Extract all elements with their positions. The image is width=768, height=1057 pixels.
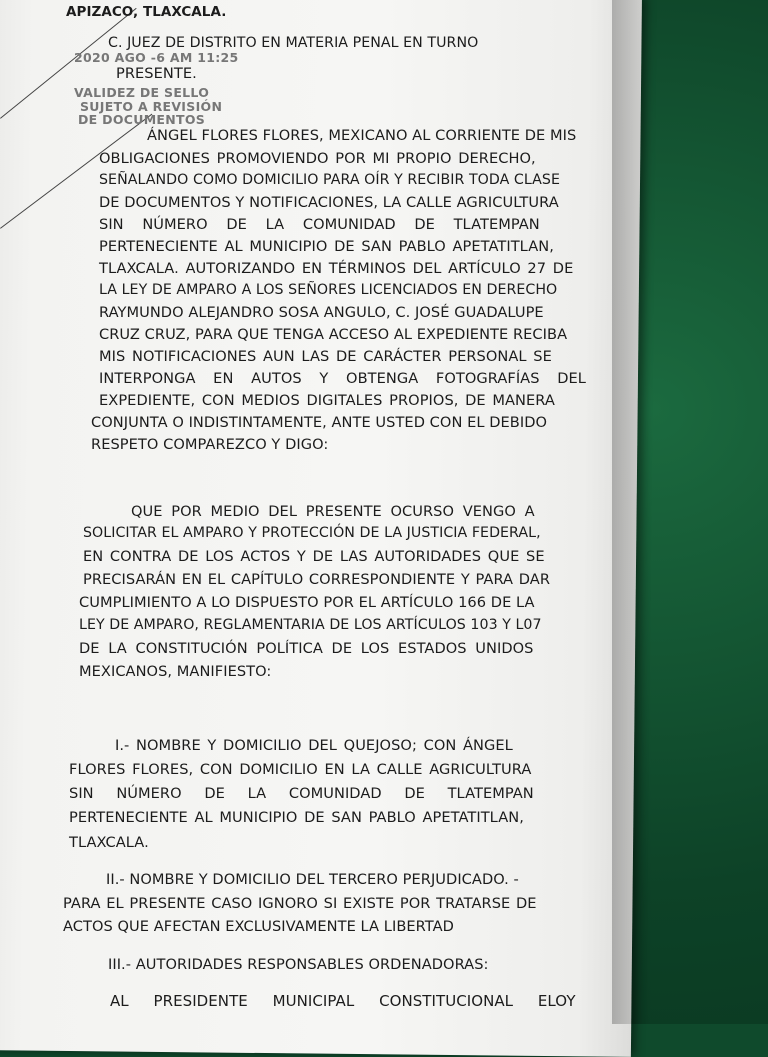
- section1-line: TLAXCALA.: [69, 834, 149, 851]
- section3-line: III.- AUTORIDADES RESPONSABLES ORDENADORAS:: [108, 956, 489, 973]
- stamp-validity-1: VALIDEZ DE SELLO: [74, 85, 210, 100]
- section2-line: II.- NOMBRE Y DOMICILIO DEL TERCERO PERJUDICADO. -: [106, 871, 519, 888]
- section2-line: ACTOS QUE AFECTAN EXCLUSIVAMENTE LA LIBERTAD: [63, 918, 454, 935]
- intro-line: OBLIGACIONES PROMOVIENDO POR MI PROPIO DERECHO,: [99, 150, 536, 167]
- section1-line: PERTENECIENTE AL MUNICIPIO DE SAN PABLO APETATITLAN,: [69, 809, 524, 826]
- header-present: PRESENTE.: [116, 65, 197, 82]
- body-line: EN CONTRA DE LOS ACTOS Y DE LAS AUTORIDADES QUE SE: [83, 548, 545, 565]
- section1-line: FLORES FLORES, CON DOMICILIO EN LA CALLE AGRICULTURA: [69, 761, 532, 778]
- intro-line: TLAXCALA. AUTORIZANDO EN TÉRMINOS DEL ARTÍCULO 27 DE: [99, 260, 574, 277]
- section1-line: I.- NOMBRE Y DOMICILIO DEL QUEJOSO; CON ÁNGEL: [115, 737, 513, 754]
- intro-line: PERTENECIENTE AL MUNICIPIO DE SAN PABLO APETATITLAN,: [99, 238, 554, 255]
- section3-line: AL PRESIDENTE MUNICIPAL CONSTITUCIONAL ELOY: [110, 992, 576, 1010]
- body-line: SOLICITAR EL AMPARO Y PROTECCIÓN DE LA JUSTICIA FEDERAL,: [83, 525, 541, 541]
- body-line: LEY DE AMPARO, REGLAMENTARIA DE LOS ARTÍCULOS 103 Y L07: [79, 617, 542, 633]
- intro-line: DE DOCUMENTOS Y NOTIFICACIONES, LA CALLE AGRICULTURA: [99, 194, 559, 211]
- intro-line: INTERPONGA EN AUTOS Y OBTENGA FOTOGRAFÍAS DEL: [99, 370, 586, 387]
- intro-line: MIS NOTIFICACIONES AUN LAS DE CARÁCTER PERSONAL SE: [99, 348, 552, 365]
- intro-line: SEÑALANDO COMO DOMICILIO PARA OÍR Y RECIBIR TODA CLASE: [99, 172, 560, 188]
- intro-line: CONJUNTA O INDISTINTAMENTE, ANTE USTED CON EL DEBIDO: [91, 414, 548, 431]
- sheet-edge-shadow: [612, 0, 652, 1024]
- intro-line: EXPEDIENTE, CON MEDIOS DIGITALES PROPIOS, DE MANERA: [99, 392, 555, 409]
- intro-line: SIN NÚMERO DE LA COMUNIDAD DE TLATEMPAN: [99, 216, 540, 233]
- body-line: CUMPLIMIENTO A LO DISPUESTO POR EL ARTÍCULO 166 DE LA: [79, 594, 535, 611]
- section2-line: PARA EL PRESENTE CASO IGNORO SI EXISTE POR TRATARSE DE: [63, 895, 537, 912]
- stamp-date-line: 2020 AGO -6 AM 11:25: [74, 50, 239, 65]
- body-line: DE LA CONSTITUCIÓN POLÍTICA DE LOS ESTADOS UNIDOS: [79, 640, 534, 657]
- intro-line: RAYMUNDO ALEJANDRO SOSA ANGULO, C. JOSÉ GUADALUPE: [99, 304, 544, 321]
- stamp-validity-3: DE DOCUMENTOS: [78, 112, 206, 127]
- body-line: MEXICANOS, MANIFIESTO:: [79, 663, 272, 680]
- body-line: QUE POR MEDIO DEL PRESENTE OCURSO VENGO A: [131, 503, 535, 520]
- intro-line: RESPETO COMPAREZCO Y DIGO:: [91, 436, 329, 453]
- section1-line: SIN NÚMERO DE LA COMUNIDAD DE TLATEMPAN: [69, 785, 534, 802]
- intro-line: LA LEY DE AMPARO A LOS SEÑORES LICENCIADOS EN DERECHO: [99, 282, 558, 298]
- intro-line: CRUZ CRUZ, PARA QUE TENGA ACCESO AL EXPEDIENTE RECIBA: [99, 326, 568, 343]
- stamp-validity-2: SUJETO A REVISIÓN: [80, 99, 223, 114]
- header-addressee: C. JUEZ DE DISTRITO EN MATERIA PENAL EN TURNO: [108, 35, 479, 51]
- body-line: PRECISARÁN EN EL CAPÍTULO CORRESPONDIENTE Y PARA DAR: [83, 571, 551, 588]
- intro-line: ÁNGEL FLORES FLORES, MEXICANO AL CORRIENTE DE MIS: [147, 127, 577, 144]
- header-location: APIZACO, TLAXCALA.: [66, 4, 227, 20]
